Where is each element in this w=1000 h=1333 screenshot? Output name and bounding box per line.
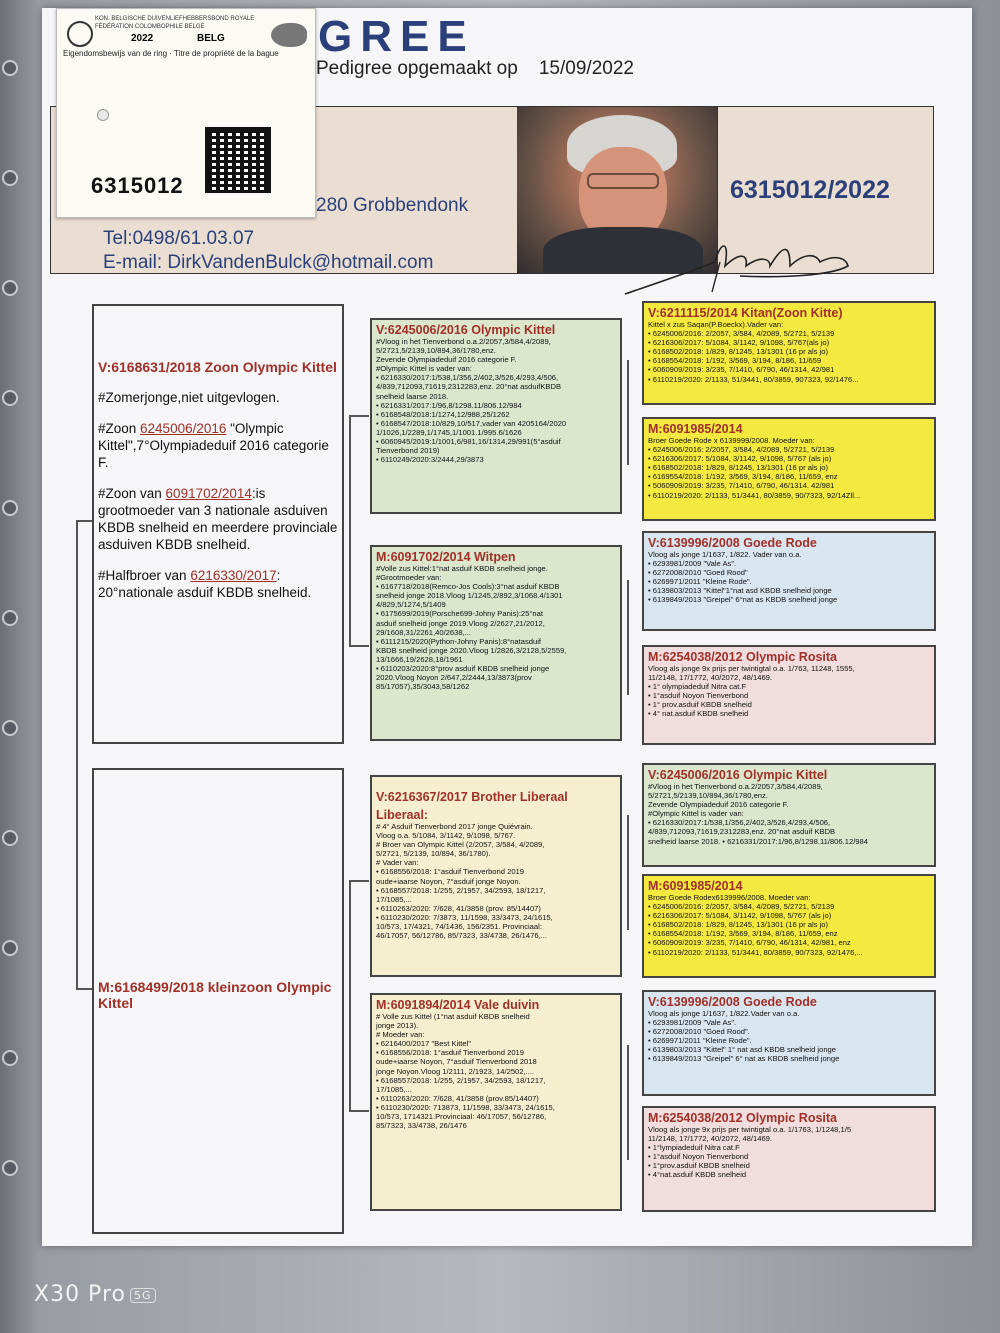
pedigree-line: #Vloog in het Tienverbond o.a.2/2057,3/584,4/2089, bbox=[648, 782, 823, 791]
pedigree-line: # Broer van Olympic Kittel (2/2057, 3/584, 4/2089, bbox=[376, 840, 545, 850]
pedigree-line: • 6168502/2018: 1/829, 8/1245, 13/1301 (16 pr als jo) bbox=[648, 920, 828, 930]
pedigree-line: • 6216400/2017 "Best Kittel" bbox=[376, 1039, 472, 1049]
binder-hole bbox=[2, 720, 18, 736]
pedigree-line: #Vloog in het Tienverbond o.a.2/2057,3/584,4/2089, bbox=[376, 337, 551, 346]
binder-hole bbox=[2, 170, 18, 186]
ring-country: BELG bbox=[197, 33, 225, 44]
pedigree-line: • 6245006/2016: 2/2057, 3/584, 4/2089, 5/2721, 5/2139 bbox=[648, 445, 835, 455]
pedigree-line: 4/829,5/1274,5/1409 bbox=[376, 600, 446, 610]
binder-hole bbox=[2, 830, 18, 846]
federation-name: KON. BELGISCHE DUIVENLIEFHEBBERSBOND ROYALE FÉDÉRATION COLOMBOPHILE BELGE bbox=[95, 16, 255, 30]
federation-logo-icon bbox=[67, 21, 93, 47]
dam-box bbox=[92, 768, 344, 1234]
signature bbox=[620, 232, 870, 302]
binder-hole bbox=[2, 610, 18, 626]
pedigree-line: Vloog als jonge 1/1637, 1/822.Vader van o.a. bbox=[648, 1009, 800, 1018]
connector-line bbox=[627, 1045, 629, 1160]
binder-hole bbox=[2, 390, 18, 406]
binder-hole bbox=[2, 60, 18, 76]
pedigree-line: #Volle zus Kittel:1°nat asduif KBDB snelheid jonge. bbox=[376, 564, 548, 573]
pedigree-line: • 6110263/2020: 7/628, 41/3858 (prov. 85/14407) bbox=[376, 903, 541, 913]
pedigree-line: Broer Goede Rodex6139996/2008. Moeder van: bbox=[648, 893, 811, 902]
pedigree-line: • 4° nat.asduif KBDB snelheid bbox=[648, 709, 749, 719]
pedigree-line: • 1° olympiadeduif Nitra cat.F bbox=[648, 682, 747, 692]
pedigree-line: Vloog als jonge 9x prijs per twintigtal o.a. 1/763, 11248, 1555, bbox=[648, 664, 855, 673]
pedigree-line: #Olympic Kittel is vader van: bbox=[376, 364, 472, 374]
pedigree-line: • 6168556/2018: 1°asduif Tienverbond 2019 bbox=[376, 1048, 524, 1058]
ancestor-box bbox=[642, 1106, 936, 1212]
box-title: V:6216367/2017 Brother Liberaal bbox=[376, 790, 568, 804]
pedigree-line: # Vader van: bbox=[376, 858, 419, 868]
pedigree-line: 85/7323, 33/4738, 26/1476 bbox=[376, 1121, 467, 1131]
box-title: V:6211115/2014 Kitan(Zoon Kitte) bbox=[648, 306, 843, 320]
box-title: M:6091702/2014 Witpen bbox=[376, 550, 516, 564]
pedigree-line: • 6169554/2018: 1/192, 3/569, 3/194, 8/186, 11/659, enz bbox=[648, 472, 838, 482]
pedigree-line: Vloog als jonge 9x prijs per twintigtal o.a. 1/1763, 1/1248,1/5 bbox=[648, 1125, 852, 1134]
pedigree-line: # Moeder van: bbox=[376, 1030, 425, 1040]
dam-title: M:6168499/2018 kleinzoon Olympic Kittel bbox=[98, 979, 332, 1011]
pedigree-line: # Volle zus Kittel (1°nat asduif KBDB snelheid bbox=[376, 1012, 530, 1021]
pedigree-line: Vloog als jonge 1/1637, 1/822. Vader van o.a. bbox=[648, 550, 802, 559]
pedigree-line: • 6272008/2010 "Goed Rood" bbox=[648, 568, 748, 578]
ancestor-box bbox=[642, 645, 936, 745]
pedigree-line: 13/1666,19/2628,18/1961 bbox=[376, 654, 463, 664]
pedigree-line: Zevende Olympiadeduif 2016 categorie F. bbox=[648, 800, 789, 810]
pedigree-title: GREE bbox=[318, 12, 475, 61]
pedigree-line: • 6110230/2020: 7/3873, 11/1598, 33/3473, 24/1615, bbox=[376, 912, 553, 922]
pedigree-line: 11/2148, 17/1772, 40/2072, 48/1469. bbox=[648, 673, 773, 683]
binder-holes bbox=[2, 60, 24, 1260]
pedigree-line: Tienverbond 2019) bbox=[376, 446, 440, 456]
pedigree-line: • 1°lympiadeduif Nitra cat.F bbox=[648, 1143, 740, 1153]
pedigree-line: • 6168557/2018: 1/255, 2/1957, 34/2593, 18/1217, bbox=[376, 885, 546, 895]
pedigree-line: asduif snelheid jonge 2019.Vloog 2/2627,21/2012, bbox=[376, 618, 545, 628]
connector-line bbox=[627, 815, 629, 930]
pedigree-line: KBDB snelheid jonge 2020.Vloog 1/2826,3/2128,5/2559, bbox=[376, 645, 567, 655]
box-title: V:6245006/2016 Olympic Kittel bbox=[648, 768, 828, 782]
ancestor-box bbox=[642, 874, 936, 978]
qr-code-icon bbox=[205, 127, 271, 193]
owner-address: 280 Grobbendonk bbox=[316, 195, 469, 216]
pedigree-line: • 6168548/2018:1/1274,12/988,25/1262 bbox=[376, 409, 510, 419]
pedigree-line: • 6139803/2013 "Kittel"1°nat asd KBDB snelheid jonge bbox=[648, 586, 832, 596]
pedigree-line: • 6139803/2013 "Kittel" 1° nat asd KBDB snelheid jonge bbox=[648, 1045, 836, 1055]
pedigree-line: 5/2721, 5/2139, 10/894, 36/1780). bbox=[376, 849, 491, 859]
pedigree-line: • 6110230/2020: 713873, 11/1598, 33/3473, 24/1615, bbox=[376, 1102, 555, 1112]
ancestor-box bbox=[642, 301, 936, 405]
pedigree-line: 10/573, 17/4321, 74/1436, 156/2351. Provinciaal: bbox=[376, 922, 542, 932]
pedigree-line: • 6110263/2020: 7/628, 41/3858 (prov.85/14407) bbox=[376, 1093, 539, 1103]
pedigree-line: 29/1608,31/2261,40/2638,... bbox=[376, 627, 472, 637]
pedigree-line: 11/2148, 17/1772, 40/2072, 48/1469. bbox=[648, 1134, 773, 1144]
binder-hole bbox=[2, 1160, 18, 1176]
sire-note-4: #Halfbroer van 6216330/2017: 20°nationale asduif KBDB snelheid. bbox=[98, 568, 312, 600]
box-title: M:6254038/2012 Olympic Rosita bbox=[648, 1111, 837, 1125]
pedigree-line: • 6216331/2017:1/96,8/1298.11/806.12/984 bbox=[376, 400, 522, 410]
sire-mother-box bbox=[370, 545, 622, 741]
connector-line bbox=[76, 520, 78, 990]
pedigree-line: 46/17057, 56/12786, 85/7323, 33/4738, 26/1476,... bbox=[376, 931, 548, 941]
pedigree-line: #Olympic Kittel is vader van: bbox=[648, 809, 744, 819]
ring-card-number: 6315012 bbox=[91, 173, 184, 198]
camera-watermark: X30 Pro 5G bbox=[34, 1282, 156, 1307]
pedigree-line: • 6216330/2017:1/538,1/356,2/402,3/526,4/293,4/506, bbox=[376, 373, 559, 383]
pedigree-line: • 6293981/2009 "Vale As". bbox=[648, 559, 737, 569]
pedigree-line: • 6139849/2013 "Greipel" 6°nat as KBDB snelheid jonge bbox=[648, 595, 838, 605]
pedigree-line: • 6216306/2017: 5/1084, 3/1142, 9/1098, 5/767 (als jo) bbox=[648, 454, 832, 464]
half-brother-link[interactable]: 6216330/2017 bbox=[190, 568, 277, 583]
pedigree-line: Broer Goede Rode x 6139999/2008. Moeder van: bbox=[648, 436, 815, 445]
pedigree-line: jonge Noyon.Vloog 1/2111, 2/1923, 14/2502,.... bbox=[376, 1066, 535, 1076]
pedigree-line: • 4°nat.asduif KBDB snelheid bbox=[648, 1170, 747, 1180]
sire-box bbox=[92, 304, 344, 744]
sire-title: V:6168631/2018 Zoon Olympic Kittel bbox=[98, 359, 337, 375]
pedigree-line: • 6110219/2020: 2/1133, 51/3441, 80/3859, 90/7323, 92/1476,... bbox=[648, 947, 863, 957]
pedigree-line: • 6060909/2019: 3/235, 7/1410, 6/790, 46/1314, 42/981 bbox=[648, 365, 835, 375]
pedigree-line: 85/17057),35/3043,58/1262 bbox=[376, 682, 470, 692]
pedigree-line: 4/839,712093,71619,2312283,enz. 20°nat asduif KBDB bbox=[648, 827, 836, 837]
box-subtitle: Liberaal: bbox=[376, 808, 429, 822]
pedigree-line: • 6269971/2011 "Kleine Rode". bbox=[648, 577, 752, 587]
pigeon-ring-number: 6315012/2022 bbox=[730, 176, 890, 204]
pedigree-line: • 6110249/2020:3/2444,29/3873 bbox=[376, 455, 484, 465]
box-title: M:6091894/2014 Vale duivin bbox=[376, 998, 540, 1012]
pedigree-line: • 6272008/2010 "Goed Rood". bbox=[648, 1027, 750, 1037]
box-title: M:6254038/2012 Olympic Rosita bbox=[648, 650, 837, 664]
binder-hole bbox=[2, 500, 18, 516]
connector-line bbox=[76, 988, 92, 990]
sire-note-1: #Zomerjonge,niet uitgevlogen. bbox=[98, 390, 280, 405]
pedigree-line: 10/573, 1714321.Provinciaal: 46/17057, 56/12786, bbox=[376, 1112, 547, 1122]
connector-line bbox=[627, 580, 629, 695]
pedigree-line: 1/1026,1/2289,1/1745,1/1001.1/995.6/1626 bbox=[376, 427, 522, 437]
pedigree-line: • 6139849/2013 "Greipel" 6° nat as KBDB snelheid jonge bbox=[648, 1054, 840, 1064]
box-title: V:6139996/2008 Goede Rode bbox=[648, 536, 817, 550]
connector-line bbox=[349, 1110, 369, 1112]
pedigree-line: • 6216306/2017: 5/1084, 3/1142, 9/1098, 5/767 (als jo) bbox=[648, 911, 832, 921]
pedigree-line: • 6175699/2019(Porsche699-Johny Panis):25°nat bbox=[376, 609, 543, 619]
made-on-date: Pedigree opgemaakt op 15/09/2022 bbox=[316, 58, 634, 79]
pedigree-line: • 6167718/2018(Remco-Jos Cools):3°nat asduif KBDB bbox=[376, 582, 560, 592]
pedigree-line: • 6269971/2011 "Kleine Rode". bbox=[648, 1036, 752, 1046]
pedigree-line: • 5060909/2019: 3/235, 7/1410, 6/790, 46/1314. 42/981 bbox=[648, 481, 835, 491]
ancestor-box bbox=[642, 531, 936, 631]
pedigree-line: Vloog o.a. 5/1084, 3/1142, 9/1098, 5/767. bbox=[376, 831, 516, 841]
pigeon-icon bbox=[271, 23, 307, 47]
pedigree-line: snelheid laarse 2018. bbox=[376, 391, 449, 401]
ring-year: 2022 bbox=[131, 33, 154, 44]
owner-email: E-mail: DirkVandenBulck@hotmail.com bbox=[103, 252, 434, 273]
pedigree-line: • 6168557/2018: 1/255, 2/1957, 34/2593, 18/1217, bbox=[376, 1075, 546, 1085]
pedigree-line: 5/2721,5/2139,10/894,36/1780,enz. bbox=[376, 346, 496, 356]
pedigree-line: snelheid laarse 2018. • 6216331/2017:1/96,8/1298.11/806.12/984 bbox=[648, 836, 868, 846]
pedigree-line: Zevende Olympiadeduif 2016 categorie F. bbox=[376, 355, 517, 365]
connector-line bbox=[349, 880, 369, 882]
pedigree-line: • 6245006/2016: 2/2057, 3/584, 4/2089, 5/2721, 5/2139 bbox=[648, 329, 835, 339]
pedigree-line: • 6293981/2009 "Vale As". bbox=[648, 1018, 737, 1028]
connector-line bbox=[349, 645, 369, 647]
pedigree-line: • 6168554/2018: 1/192, 3/569, 3/194, 8/186, 11/659 bbox=[648, 356, 822, 366]
pedigree-line: • 6168547/2018:10/829,10/517,vader van 4205164/2020 bbox=[376, 418, 567, 428]
box-title: V:6245006/2016 Olympic Kittel bbox=[376, 323, 556, 337]
pedigree-line: • 6060909/2019: 3/235, 7/1410, 6/790, 46/1314, 42/981, enz bbox=[648, 938, 851, 948]
sire-note-3: #Zoon van 6091702/2014:is grootmoeder van 3 nationale asduiven KBDB snelheid en meerdere provinciale asduiven KBDB snelheid. bbox=[98, 486, 338, 552]
pedigree-line: # 4° Asduif Tienverbond 2017 jonge Quiévrain. bbox=[376, 822, 533, 831]
pedigree-line: • 1°asduif Noyon Tienverbond bbox=[648, 691, 749, 701]
ownership-label: Eigendomsbewijs van de ring · Titre de propriété de la bague bbox=[63, 49, 279, 58]
connector-line bbox=[349, 415, 369, 417]
sire-note-2: #Zoon 6245006/2016 "Olympic Kittel",7°Olympiadeduif 2016 categorie F. bbox=[98, 421, 329, 470]
pedigree-line: 17/1085,... bbox=[376, 1084, 412, 1094]
ancestor-box bbox=[642, 990, 936, 1096]
pedigree-line: #Grootmoeder van: bbox=[376, 573, 442, 583]
pedigree-line: 4/839,712093,71619,2312283,enz. 20°nat asduifKBDB bbox=[376, 382, 562, 392]
connector-line bbox=[627, 360, 629, 465]
pedigree-line: • 6060945/2019:1/1001,6/981,16/1314,29/991(5°asduif bbox=[376, 437, 561, 447]
pedigree-line: • 6168556/2018: 1°asduif Tienverbond 2019 bbox=[376, 867, 524, 877]
box-title: V:6139996/2008 Goede Rode bbox=[648, 995, 817, 1009]
sire-mother-link[interactable]: 6091702/2014 bbox=[165, 486, 252, 501]
pedigree-line: 2020.Vloog Noyon 2/647,2/2444,13/3873(prov bbox=[376, 673, 532, 683]
pedigree-line: • 1° prov.asduif KBDB snelheid bbox=[648, 700, 752, 710]
pedigree-line: oude+iaarse Noyon, 7°asduif Tienverbond 2018 bbox=[376, 1057, 537, 1067]
pedigree-line: 17/1085,... bbox=[376, 894, 412, 904]
card-hole bbox=[97, 109, 109, 121]
pedigree-line: • 1°asduif Noyon Tienverbond bbox=[648, 1152, 749, 1162]
binder-hole bbox=[2, 1050, 18, 1066]
pedigree-line: • 6245006/2016: 2/2057, 3/584, 4/2089, 5/2721, 5/2139 bbox=[648, 902, 835, 912]
pedigree-line: • 6168502/2018: 1/829, 8/1245, 13/1301 (16 pr als jo) bbox=[648, 463, 828, 473]
pedigree-line: jonge 2013). bbox=[376, 1021, 419, 1031]
sire-father-link[interactable]: 6245006/2016 bbox=[140, 421, 227, 436]
connector-line bbox=[76, 520, 92, 522]
binder-hole bbox=[2, 280, 18, 296]
pedigree-line: • 6111215/2020(Python-Johny Panis):8°natasduif bbox=[376, 636, 541, 646]
pedigree-line: • 1°prov.asduif KBDB snelheid bbox=[648, 1161, 750, 1171]
pedigree-line: snelheid jonge 2018.Vloog 1/1245,2/892,3/1068.4/1301 bbox=[376, 591, 563, 601]
connector-line bbox=[349, 880, 351, 1110]
pedigree-line: • 6110203/2020:8°prov asduif KBDB snelheid jonge bbox=[376, 664, 550, 674]
pedigree-line: • 6216306/2017: 5/1084, 3/1142, 9/1098, 5/767(als jo) bbox=[648, 338, 830, 348]
pedigree-line: 5/2721,5/2139,10/894,36/1780,enz. bbox=[648, 791, 768, 801]
pedigree-line: oude+iaarse Noyon, 7°asduif jonge Noyon. bbox=[376, 876, 521, 886]
pedigree-line: • 6110219/2020: 2/1133, 51/3441, 80/3859, 907323, 92/1476... bbox=[648, 374, 859, 384]
owner-phone: Tel:0498/61.03.07 bbox=[103, 228, 255, 249]
pedigree-line: • 6110219/2020: 2/1133, 51/3441, 80/3859, 90/7323, 92/14Zll... bbox=[648, 490, 861, 500]
box-title: M:6091985/2014 bbox=[648, 879, 743, 893]
ancestor-box bbox=[642, 763, 936, 867]
pedigree-line: Kittel x zus Saqan(P.Boeckx).Vader van: bbox=[648, 320, 784, 329]
pedigree-line: • 6168554/2018: 1/192, 3/569, 3/194, 8/186, 11/659, enz bbox=[648, 929, 838, 939]
connector-line bbox=[349, 415, 351, 645]
dam-father-box bbox=[370, 775, 622, 977]
box-title: M:6091985/2014 bbox=[648, 422, 743, 436]
pedigree-line: • 6168502/2018: 1/829, 8/1245, 13/1301 (16 pr als jo) bbox=[648, 347, 828, 357]
ancestor-box bbox=[642, 417, 936, 521]
pedigree-line: • 6216330/2017:1/538,1/356,2/402,3/526,4/293,4/506, bbox=[648, 818, 831, 828]
ring-ownership-card bbox=[56, 8, 316, 218]
sire-father-box bbox=[370, 318, 622, 514]
dam-mother-box bbox=[370, 993, 622, 1211]
binder-hole bbox=[2, 940, 18, 956]
